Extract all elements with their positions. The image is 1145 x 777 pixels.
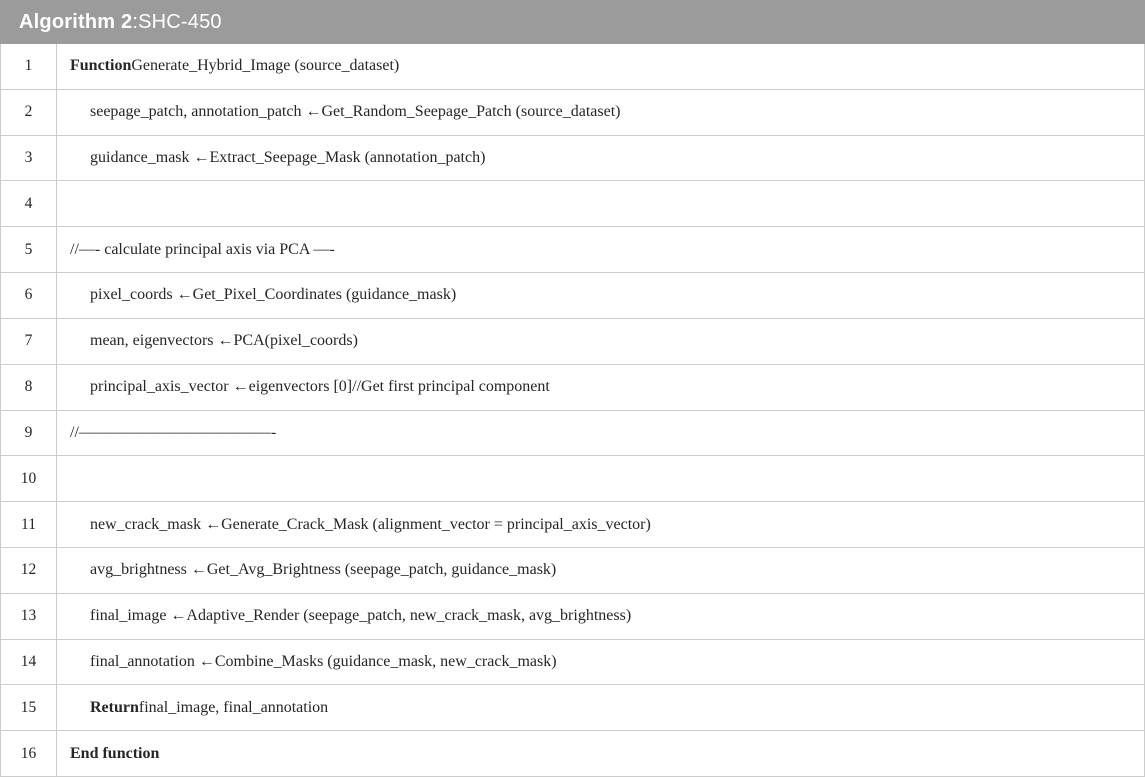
- code-line: [57, 273, 1144, 318]
- algorithm-row: [1, 44, 1144, 90]
- algorithm-row: [1, 456, 1144, 502]
- code-line: [57, 411, 1144, 456]
- line-number: 5: [1, 227, 57, 272]
- code-line: [57, 227, 1144, 272]
- algorithm-row: [1, 227, 1144, 273]
- algorithm-row: [1, 273, 1144, 319]
- line-number: 6: [1, 273, 57, 318]
- code-line: [57, 181, 1144, 226]
- algorithm-row: [1, 548, 1144, 594]
- code-text: Generate_Hybrid_Image (source_dataset): [131, 57, 400, 75]
- line-number: 2: [1, 90, 57, 135]
- code-line: [57, 731, 1144, 776]
- line-number: 16: [1, 731, 57, 776]
- algorithm-body: [0, 44, 1145, 777]
- algorithm-row: [1, 502, 1144, 548]
- code-line: [57, 685, 1144, 730]
- algorithm-header: [0, 0, 1145, 44]
- line-number: 12: [1, 548, 57, 593]
- code-text: //————————————-: [70, 423, 277, 441]
- code-line: [57, 594, 1144, 639]
- code-line: [57, 456, 1144, 501]
- algorithm-header-title: :SHC-450: [132, 10, 222, 33]
- line-number: 7: [1, 319, 57, 364]
- code-line: [57, 319, 1144, 364]
- code-line: [57, 365, 1144, 410]
- line-number: 9: [1, 411, 57, 456]
- code-text: mean, eigenvectors ←PCA(pixel_coords): [90, 332, 358, 350]
- code-line: [57, 640, 1144, 685]
- algorithm-row: [1, 319, 1144, 365]
- code-text: guidance_mask ←Extract_Seepage_Mask (annotation_patch): [90, 149, 486, 167]
- code-text: seepage_patch, annotation_patch ←Get_Random_Seepage_Patch (source_dataset): [90, 103, 621, 121]
- code-text: pixel_coords ←Get_Pixel_Coordinates (guidance_mask): [90, 286, 457, 304]
- code-line: [57, 548, 1144, 593]
- algorithm-row: [1, 685, 1144, 731]
- algorithm-row: [1, 411, 1144, 457]
- code-line: [57, 136, 1144, 181]
- code-text: avg_brightness ←Get_Avg_Brightness (seepage_patch, guidance_mask): [90, 561, 557, 579]
- code-keyword: End function: [70, 744, 160, 762]
- line-number: 4: [1, 181, 57, 226]
- code-keyword: Function: [70, 57, 132, 75]
- algorithm-row: [1, 594, 1144, 640]
- code-text: final_image, final_annotation: [138, 698, 329, 716]
- algorithm-row: [1, 365, 1144, 411]
- line-number: 1: [1, 44, 57, 89]
- line-number: 14: [1, 640, 57, 685]
- algorithm-row: [1, 731, 1144, 777]
- line-number: 11: [1, 502, 57, 547]
- code-line: [57, 44, 1144, 89]
- line-number: 15: [1, 685, 57, 730]
- code-line: [57, 502, 1144, 547]
- line-number: 13: [1, 594, 57, 639]
- line-number: 8: [1, 365, 57, 410]
- algorithm-header-label: Algorithm 2: [19, 10, 133, 33]
- line-number: 10: [1, 456, 57, 501]
- code-text: //—- calculate principal axis via PCA —-: [70, 240, 335, 258]
- code-text: final_image ←Adaptive_Render (seepage_patch, new_crack_mask, avg_brightness): [90, 607, 632, 625]
- algorithm-row: [1, 136, 1144, 182]
- algorithm-row: [1, 90, 1144, 136]
- code-line: [57, 90, 1144, 135]
- line-number: 3: [1, 136, 57, 181]
- code-keyword: Return: [90, 698, 139, 716]
- algorithm-row: [1, 181, 1144, 227]
- code-text: principal_axis_vector ←eigenvectors [0]//Get first principal component: [90, 378, 550, 396]
- code-text: final_annotation ←Combine_Masks (guidance_mask, new_crack_mask): [90, 652, 557, 670]
- code-text: new_crack_mask ←Generate_Crack_Mask (alignment_vector = principal_axis_vector): [90, 515, 651, 533]
- algorithm-row: [1, 640, 1144, 686]
